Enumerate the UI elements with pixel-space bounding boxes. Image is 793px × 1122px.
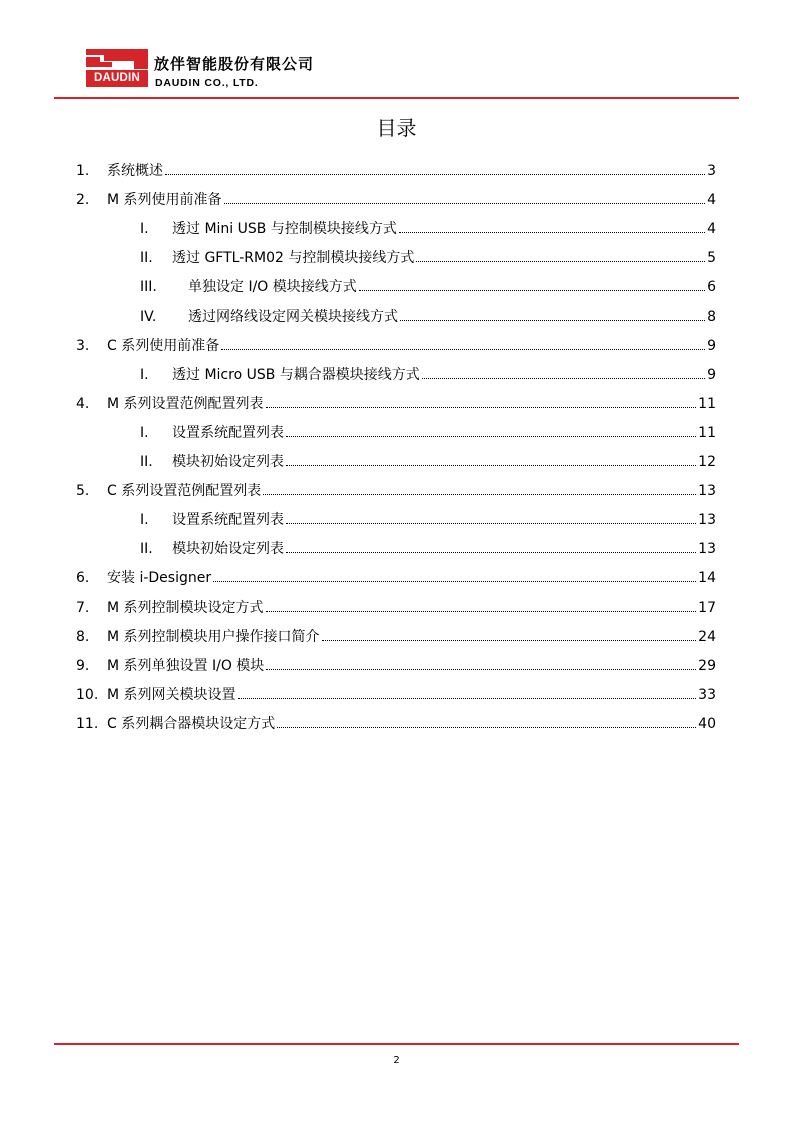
toc-entry-page: 4: [707, 192, 716, 209]
toc-entry-number: I.: [140, 512, 149, 529]
toc-dot-leader: [399, 232, 705, 233]
toc-entry-number: II.: [140, 454, 153, 470]
toc-entry-title: M 系列网关模块设置: [107, 686, 236, 703]
toc-entry-number: 9.: [76, 657, 90, 674]
toc-entry-number: 10.: [76, 686, 99, 703]
toc-entry-title: C 系列设置范例配置列表: [107, 483, 262, 500]
toc-dot-leader: [266, 611, 697, 612]
toc-entry-page: 13: [698, 483, 716, 500]
toc-entry[interactable]: [0, 422, 793, 444]
toc-dot-leader: [416, 261, 705, 262]
toc-entry-title: M 系列设置范例配置列表: [107, 395, 264, 412]
toc-entry[interactable]: [0, 364, 793, 386]
toc-dot-leader: [266, 407, 697, 408]
toc-entry-title: 设置系统配置列表: [172, 512, 284, 529]
toc-dot-leader: [263, 494, 696, 495]
toc-entry-number: 1.: [76, 163, 90, 179]
company-name-chinese: 放伴智能股份有限公司: [154, 55, 315, 73]
toc-entry-number: I.: [140, 366, 149, 383]
toc-dot-leader: [221, 349, 705, 350]
toc-entry-leader: [188, 306, 716, 328]
toc-entry-leader: [107, 655, 716, 677]
toc-dot-leader: [400, 320, 705, 321]
toc-entry-page: 11: [698, 395, 716, 412]
toc-entry-page: 24: [698, 628, 716, 645]
toc-entry-leader: [172, 364, 716, 386]
toc-entry[interactable]: [0, 160, 793, 182]
toc-entry[interactable]: [0, 306, 793, 328]
toc-entry-number: IV.: [140, 308, 157, 325]
toc-entry[interactable]: [0, 276, 793, 298]
toc-entry-title: 安装 i-Designer: [107, 570, 212, 587]
toc-entry-page: 14: [698, 570, 716, 587]
toc-entry-number: 4.: [76, 395, 90, 412]
toc-entry-number: 7.: [76, 599, 90, 616]
toc-entry[interactable]: [0, 538, 793, 560]
toc-entry-title: 模块初始设定列表: [172, 454, 284, 470]
toc-entry-number: 5.: [76, 483, 90, 500]
toc-title: 目录: [376, 116, 417, 140]
toc-entry-page: 40: [698, 715, 716, 732]
toc-entry[interactable]: [0, 335, 793, 357]
toc-dot-leader: [286, 552, 696, 553]
toc-entry-title: 透过 GFTL-RM02 与控制模块接线方式: [172, 250, 415, 267]
toc-entry-page: 13: [698, 512, 716, 529]
toc-entry-leader: [172, 538, 716, 560]
toc-entry-title: 系统概述: [107, 163, 163, 179]
toc-dot-leader: [224, 203, 706, 204]
toc-entry-number: III.: [140, 279, 157, 296]
toc-entry[interactable]: [0, 597, 793, 619]
toc-entry-title: M 系列控制模块设定方式: [107, 599, 264, 616]
toc-entry-leader: [172, 218, 716, 240]
toc-entry-page: 4: [707, 221, 716, 238]
toc-entry-page: 11: [698, 424, 716, 441]
toc-entry[interactable]: [0, 218, 793, 240]
toc-entry-title: M 系列控制模块用户操作接口简介: [107, 628, 320, 645]
toc-dot-leader: [266, 669, 696, 670]
footer-rule: [54, 1043, 739, 1045]
toc-entry-page: 6: [707, 279, 716, 296]
toc-entry-leader: [107, 160, 716, 182]
toc-entry-number: 3.: [76, 337, 90, 354]
toc-entry[interactable]: [0, 684, 793, 706]
toc-dot-leader: [322, 640, 697, 641]
toc-dot-leader: [286, 436, 696, 437]
toc-entry-leader: [107, 626, 716, 648]
toc-entry-number: 2.: [76, 192, 90, 209]
toc-entry-number: I.: [140, 424, 149, 441]
toc-entry-number: II.: [140, 541, 153, 558]
toc-entry[interactable]: [0, 189, 793, 211]
toc-entry-number: II.: [140, 250, 153, 267]
toc-entry-leader: [107, 597, 716, 619]
toc-entry-page: 13: [698, 541, 716, 558]
toc-entry-leader: [107, 567, 716, 589]
toc-entry-leader: [172, 451, 716, 473]
toc-entry-number: I.: [140, 221, 149, 238]
toc-entry-leader: [172, 509, 716, 531]
toc-entry-leader: [172, 247, 716, 269]
logo-wordmark: DAUDIN: [86, 70, 148, 87]
toc-entry[interactable]: [0, 247, 793, 269]
page-number: 2: [393, 1055, 400, 1066]
logo-arrow-icon: [86, 49, 148, 69]
toc-entry-title: C 系列使用前准备: [107, 337, 220, 354]
toc-entry-title: 透过 Micro USB 与耦合器模块接线方式: [172, 366, 420, 383]
toc-entry[interactable]: [0, 509, 793, 531]
toc-entry[interactable]: [0, 393, 793, 415]
toc-entry-title: 模块初始设定列表: [172, 541, 284, 558]
toc-entry-leader: [107, 480, 716, 502]
toc-entry[interactable]: [0, 655, 793, 677]
toc-entry-leader: [107, 393, 716, 415]
toc-entry-page: 33: [698, 686, 716, 703]
toc-entry-leader: [188, 276, 716, 298]
company-name-english: DAUDIN CO., LTD.: [155, 77, 259, 89]
toc-entry[interactable]: [0, 480, 793, 502]
header-rule: [54, 97, 739, 99]
toc-entry-page: 17: [698, 599, 716, 616]
toc-entry-page: 8: [707, 308, 716, 325]
toc-entry-title: C 系列耦合器模块设定方式: [107, 715, 276, 732]
toc-entry-leader: [107, 684, 716, 706]
toc-entry-page: 9: [707, 337, 716, 354]
toc-entry-title: M 系列使用前准备: [107, 192, 222, 209]
toc-entry[interactable]: [0, 451, 793, 473]
toc-dot-leader: [286, 523, 696, 524]
toc-entry-title: 单独设定 I/O 模块接线方式: [188, 279, 357, 296]
toc-entry-title: M 系列单独设置 I/O 模块: [107, 657, 265, 674]
toc-dot-leader: [165, 174, 705, 175]
toc-dot-leader: [238, 698, 697, 699]
toc-entry-number: 6.: [76, 570, 90, 587]
toc-entry-page: 12: [698, 454, 716, 470]
toc-entry-number: 8.: [76, 628, 90, 645]
toc-dot-leader: [286, 465, 696, 466]
toc-entry[interactable]: [0, 626, 793, 648]
toc-entry-leader: [107, 335, 716, 357]
toc-entry-leader: [172, 422, 716, 444]
toc-dot-leader: [213, 581, 696, 582]
toc-entry-leader: [107, 189, 716, 211]
toc-entry-page: 5: [707, 250, 716, 267]
toc-entry[interactable]: [0, 713, 793, 735]
toc-dot-leader: [277, 727, 696, 728]
toc-entry[interactable]: [0, 567, 793, 589]
toc-entry-title: 设置系统配置列表: [172, 424, 284, 441]
toc-dot-leader: [422, 378, 705, 379]
toc-entry-leader: [107, 713, 716, 735]
toc-entry-number: 11.: [76, 715, 99, 732]
toc-dot-leader: [359, 290, 705, 291]
toc-entry-title: 透过网络线设定网关模块接线方式: [188, 308, 398, 325]
company-logo: [86, 49, 148, 87]
toc-entry-title: 透过 Mini USB 与控制模块接线方式: [172, 221, 397, 238]
toc-entry-page: 9: [707, 366, 716, 383]
toc-entry-page: 3: [707, 163, 716, 179]
toc-entry-page: 29: [698, 657, 716, 674]
